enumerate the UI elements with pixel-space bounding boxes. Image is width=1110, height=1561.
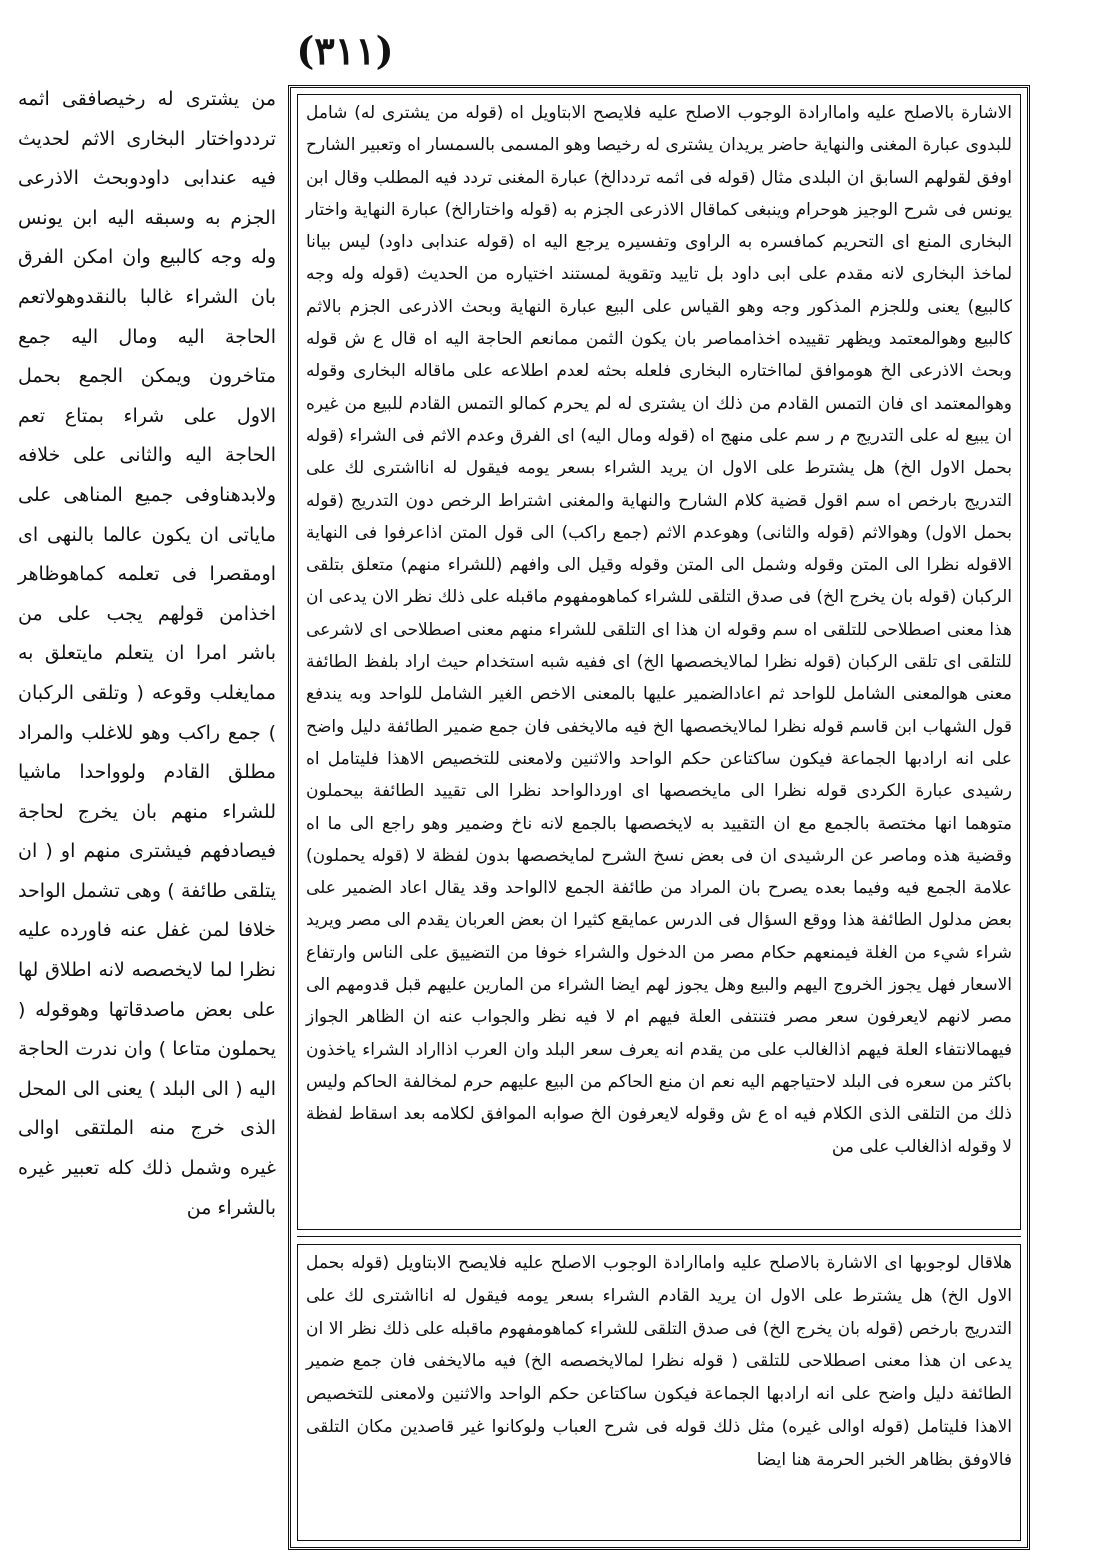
commentary-frame [288, 85, 1030, 1550]
margin-text: من يشترى له رخيصافقى اثمه ترددواختار البخارى الاثم لحديث فيه عندابى داودوبحث الاذرعى الجزم به وسبقه اليه ابن يونس وله وجه كالبيع وان امكن الفرق بان الشراء غالبا بالنقدوهولاتعم الحاجة اليه ومال اليه جمع متاخرون ويمكن الجمع بحمل الاول على شراء بمتاع تعم الحاجة اليه والثانى على خلافه ولابدهناوفى جميع المناهى على ماياتى ان يكون عالما بالنهى اى اومقصرا فى تعلمه كماهوظاهر اخذامن قولهم يجب على من باشر امرا ان يتعلم مايتعلق به ممايغلب وقوعه ( وتلقى الركبان ) جمع راكب وهو للاغلب والمراد مطلق القادم ولوواحدا ماشيا للشراء منهم بان يخرج لحاجة فيصادفهم فيشترى منهم او ( ان يتلقى طائفة ) وهى تشمل الواحد خلافا لمن غفل عنه فاورده عليه نظرا لما لايخصصه لانه اطلاق لها على بعض ماصدقاتها وهوقوله ( يحملون متاعا ) وان ندرت الحاجة اليه ( الى البلد ) يعنى الى المحل الذى خرج منه الملتقى اوالى غيره وشمل ذلك كله تعبير غيره بالشراء من [18, 88, 276, 1219]
main-commentary-text: الاشارة بالاصلح عليه واماارادة الوجوب الاصلح عليه فلايصح الابتاويل اه (قوله من يشترى له) شامل للبدوى عبارة المغنى والنهاية حاضر يريدان يشترى له رخيصا وهو المسمى بالسمسار اه وتعبير الشارح اوفق لقولهم السابق ان البلدى مثال (قوله فى اثمه ترددالخ) عبارة المغنى تردد فيه المطلب وقال ابن يونس فى شرح الوجيز هوحرام وينبغى كماقال الاذرعى الجزم به (قوله واختارالخ) عبارة النهاية واختار البخارى المنع اى التحريم كمافسره به الراوى وتفسيره يرجع اليه اه (قوله عندابى داود) ليس بيانا لماخذ البخارى لانه مقدم على ابى داود بل تاييد وتقوية لمستند اختياره من الحديث (قوله وله وجه كالبيع) يعنى وللجزم المذكور وجه وهو القياس على البيع عبارة النهاية وبحث الاذرعى الجزم بالاثم كالبيع وهوالمعتمد ويظهر تقييده اخذامماصر بان يكون الثمن ممانعم الحاجة اليه اه قال ع ش قوله وبحث الاذرعى الخ هوموافق لمااختاره البخارى فلعله بحثه لعدم اطلاعه على ماقاله البخارى وقوله وهوالمعتمد اى فان التمس القادم من ذلك ان يشترى له لم يحرم كمالو التمس القادم للبيع من غيره ان يبيع له على التدريج م ر سم على منهج اه (قوله ومال اليه) اى الفرق وعدم الاثم فى الشراء (قوله بحمل الاول الخ) هل يشترط على الاول ان يريد الشراء بسعر يومه فيقول له انااشترى لك على التدريج بارخص اه سم اقول قضية كلام الشارح والنهاية والمغنى اشتراط الرخص دون التدريج (قوله بحمل الاول) وهوالاثم (قوله والثانى) وهوعدم الاثم (جمع راكب) الى قول المتن اذاعرفوا فى النهاية الاقوله نظرا الى المتن وقوله وشمل الى المتن وقوله وقيل الى وافهم (للشراء منهم) متعلق بتلقى الركبان (قوله بان يخرج الخ) فى صدق التلقى للشراء كماهومفهوم ماقبله على ذلك نظر الان يدعى ان هذا معنى اصطلاحى للتلقى اه سم وقوله ان هذا اى التلقى للشراء منهم معنى اصطلاحى اى لاشرعى للتلقى اى تلقى الركبان (قوله نظرا لمالايخصصها الخ) اى ففيه شبه استخدام حيث اراد بلفظ الطائفة معنى هوالمعنى الشامل للواحد ثم اعادالضمير عليها بالمعنى الاخص الغير الشامل للواحد وبه يندفع قول الشهاب ابن قاسم قوله نظرا لمالايخصصها الخ فيه مالايخفى فان جمع ضمير الطائفة دليل واضح على انه ارادبها الجماعة فيكون ساكتاعن حكم الواحد والاثنين ولامعنى للتخصيص الاهذا فليتامل اه رشيدى عبارة الكردى قوله نظرا الى مايخصصها اى اوردالواحد نظرا الى تقييد الطائفة بيحملون متوهما انها مختصة بالجمع مع ان التقييد به لايخصصها بالجمع لانه ناخ وضمير وهو راجع الى ما اه وقضية هذه وماصر عن الرشيدى ان فى بعض نسخ الشرح لمايخصصها بدون لفظة لا (قوله يحملون) علامة الجمع فيه وفيما بعده يصرح بان المراد من طائفة الجمع لاالواحد وقد يقال اعاد الضمير على بعض مدلول الطائفة هذا ووقع السؤال فى الدرس عمايقع كثيرا ان بعض العربان يقدم الى مصر ويريد شراء شيء من الغلة فيمنعهم حكام مصر من الدخول والشراء خوفا من التضييق على الناس وارتفاع الاسعار فهل يجوز الخروج اليهم والبيع وهل يجوز لهم ايضا الشراء من المارين عليهم قبل قدومهم الى مصر لانهم لايعرفون سعر مصر فتنتفى العلة فيهم ام لا فيه نظر والجواب عنه ان الظاهر الجواز فيهمالانتفاء العلة فيهم اذالغالب على من يقدم انه يعرف سعر البلد وان العرب اذااراد الشراء ياخذون باكثر من سعره فى البلد لاحتياجهم اليه نعم ان منع الحاكم من البيع عليهم حرم لمخالفة الحاكم وليس ذلك من التلقى الذى الكلام فيه اه ع ش وقوله لايعرفون الخ صوابه الموافق لكلامه بعد اسقاط لفظة لا وقوله اذالغالب على من [306, 103, 1012, 1157]
main-commentary-box [297, 94, 1021, 1230]
page-number: (٣١١) [296, 28, 394, 73]
section-divider [297, 1236, 1021, 1237]
margin-column [14, 80, 280, 1520]
footnote-box [297, 1244, 1021, 1541]
footnote-text: هلاقال لوجوبها اى الاشارة بالاصلح عليه واماارادة الوجوب الاصلح عليه فلايصح الابتاويل (قوله بحمل الاول الخ) هل يشترط على الاول ان يريد القادم الشراء بسعر يومه فيقول له انااشترى لك على التدريج بارخص (قوله بان يخرج الخ) فى صدق التلقى للشراء كماهومفهوم ماقبله على ذلك نظر الا ان يدعى ان هذا معنى اصطلاحى للتلقى ( قوله نظرا لمالايخصصه الخ) فيه مالايخفى فان جمع ضمير الطائفة دليل واضح على انه ارادبها الجماعة فيكون ساكتاعن حكم الواحد والاثنين ولامعنى للتخصيص الاهذا فليتامل (قوله اوالى غيره) مثل ذلك قوله فى شرح العباب ولوكانوا غير قاصدين مكان التلقى فالاوفق بظاهر الخبر الحرمة هنا ايضا [306, 1253, 1012, 1470]
